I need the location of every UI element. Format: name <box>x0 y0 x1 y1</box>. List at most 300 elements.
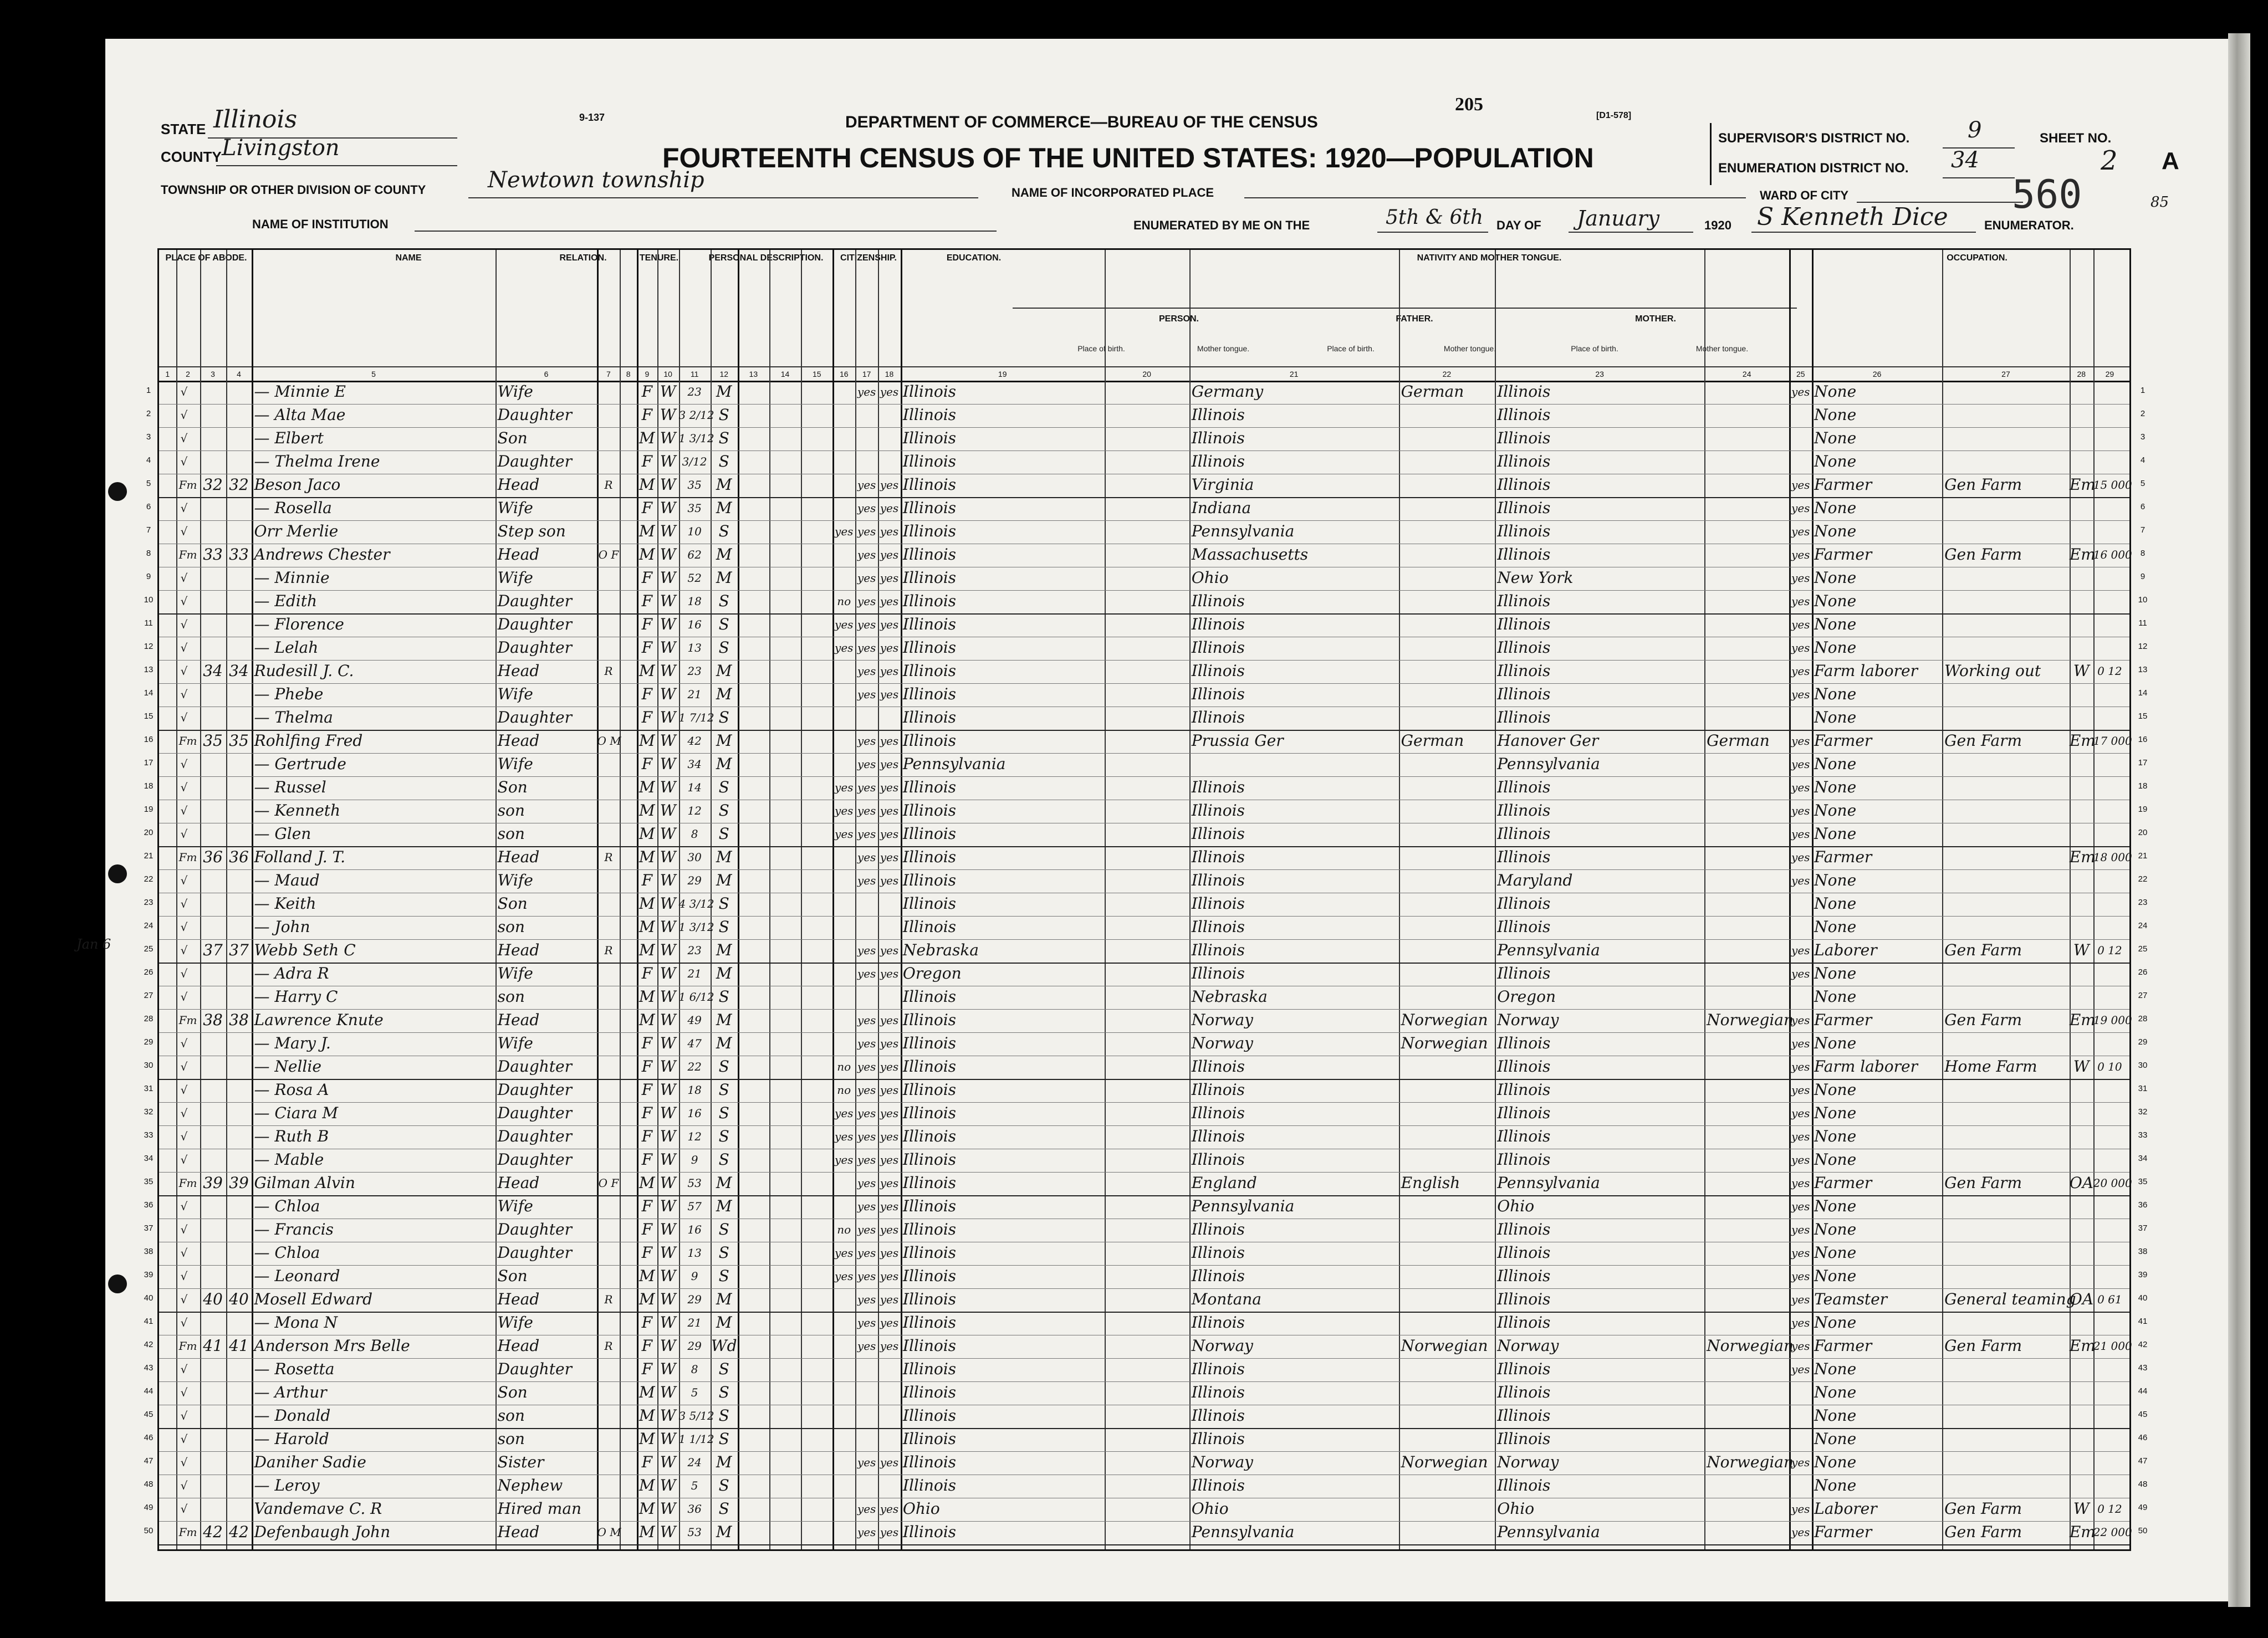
table-row <box>159 939 2129 964</box>
cell-sex: F <box>641 871 653 889</box>
cell-fpob: Illinois <box>1191 615 1245 633</box>
table-row <box>159 613 2129 637</box>
cell-rel: Head <box>497 941 540 959</box>
cell-age: 13 <box>687 1246 702 1260</box>
page-edge <box>2228 33 2250 1607</box>
cell-cls: Em <box>2069 1523 2096 1541</box>
cell-race: W <box>660 894 676 913</box>
cell-write: yes <box>880 1013 899 1027</box>
table-row <box>159 404 2129 428</box>
check-mark: √ <box>180 1409 188 1422</box>
cell-sex: F <box>641 615 653 633</box>
cell-read: yes <box>857 1316 876 1329</box>
row-number: 5 <box>146 479 151 488</box>
county-value: Livingston <box>222 135 340 161</box>
cell-eng: yes <box>1791 664 1810 678</box>
cell-dw: 37 <box>203 941 223 959</box>
row-number: 8 <box>146 549 151 558</box>
cell-age: 24 <box>687 1456 702 1469</box>
cell-own: O M <box>597 1526 621 1539</box>
cell-sex: M <box>639 1476 655 1494</box>
cell-race: W <box>660 685 676 703</box>
cell-race: W <box>660 1383 676 1401</box>
row-number: 28 <box>144 1014 154 1023</box>
page-number: 205 <box>1455 94 1483 115</box>
row-number: 26 <box>144 968 154 977</box>
cell-occ: None <box>1814 801 1857 820</box>
cell-write: yes <box>880 1526 899 1539</box>
cell-ind: Gen Farm <box>1944 941 2022 959</box>
cell-own: O F <box>598 1176 619 1190</box>
cell-code: 22 000 <box>2093 1526 2132 1539</box>
cell-name: Lawrence Knute <box>254 1011 384 1029</box>
row-number: 15 <box>2138 711 2148 721</box>
cell-race: W <box>660 592 676 610</box>
cell-read: yes <box>857 1083 876 1097</box>
cell-occ: None <box>1814 1220 1857 1238</box>
enumerated-day: 5th & 6th <box>1386 206 1484 229</box>
cell-age: 21 <box>687 967 702 980</box>
cell-read: yes <box>857 1176 876 1190</box>
mother-tongue-heading: Mother tongue. <box>1695 344 1749 353</box>
cell-fpob: Illinois <box>1191 894 1245 913</box>
cell-name: — Adra R <box>254 964 329 982</box>
cell-occ: None <box>1814 918 1857 936</box>
cell-eng: yes <box>1791 525 1810 538</box>
row-number: 7 <box>2140 525 2146 535</box>
table-row <box>159 800 2129 823</box>
row-number: 48 <box>144 1480 154 1489</box>
cell-mpob: Illinois <box>1497 1290 1551 1308</box>
cell-age: 36 <box>687 1502 702 1516</box>
table-row <box>159 893 2129 917</box>
cell-sex: F <box>641 452 653 470</box>
cell-sex: F <box>641 638 653 657</box>
cell-read: yes <box>857 501 876 515</box>
township-value: Newtown township <box>488 167 704 193</box>
cell-mar: S <box>718 1267 729 1285</box>
group-education: EDUCATION. <box>946 253 1002 263</box>
cell-pob: Illinois <box>902 1406 957 1425</box>
cell-write: yes <box>880 734 899 748</box>
cell-cls: OA <box>2069 1174 2094 1192</box>
cell-eng: yes <box>1791 1107 1810 1120</box>
cell-mar: S <box>718 452 729 470</box>
cell-age: 10 <box>687 525 702 538</box>
table-row <box>159 869 2129 893</box>
cell-mar: S <box>718 1406 729 1425</box>
check-mark: √ <box>180 408 188 422</box>
row-number: 49 <box>144 1503 154 1512</box>
cell-pob: Illinois <box>902 1430 957 1448</box>
census-table <box>157 248 2131 1551</box>
table-row <box>159 1451 2129 1475</box>
cell-fpob: Illinois <box>1191 801 1245 820</box>
row-number: 47 <box>2138 1456 2148 1466</box>
table-row <box>159 1405 2129 1429</box>
cell-pob: Illinois <box>902 1127 957 1145</box>
row-number: 25 <box>2138 944 2148 954</box>
cell-race: W <box>660 708 676 726</box>
cell-age: 35 <box>687 501 702 515</box>
cell-sex: F <box>641 708 653 726</box>
cell-mpob: New York <box>1497 569 1574 587</box>
cell-farm: Fm <box>178 548 197 561</box>
cell-mpob: Illinois <box>1497 1150 1551 1169</box>
cell-name: Rohlfing Fred <box>254 731 363 750</box>
cell-pob: Nebraska <box>902 941 979 959</box>
cell-race: W <box>660 1406 676 1425</box>
cell-race: W <box>660 1430 676 1448</box>
cell-fpob: Germany <box>1191 382 1264 401</box>
cell-eng: yes <box>1791 501 1810 515</box>
cell-age: 16 <box>687 618 702 631</box>
cell-mar: S <box>718 1220 729 1238</box>
cell-race: W <box>660 1011 676 1029</box>
row-number: 1 <box>146 386 151 395</box>
row-number: 11 <box>2138 618 2147 628</box>
cell-write: yes <box>880 1176 899 1190</box>
row-number: 27 <box>144 991 154 1000</box>
row-number: 46 <box>2138 1433 2148 1442</box>
cell-code: 17 000 <box>2093 734 2132 748</box>
cell-cls: Em <box>2069 731 2096 750</box>
cell-occ: None <box>1814 685 1857 703</box>
cell-eng: yes <box>1791 1013 1810 1027</box>
cell-mar: S <box>718 615 729 633</box>
cell-mar: M <box>716 964 732 982</box>
table-row <box>159 1125 2129 1149</box>
cell-fpob: Illinois <box>1191 429 1245 447</box>
cell-name: — Rosetta <box>254 1360 335 1378</box>
cell-farm: Fm <box>178 734 197 748</box>
cell-race: W <box>660 452 676 470</box>
enumeration-value: 34 <box>1951 147 1979 173</box>
cell-rel: Daughter <box>497 1057 572 1076</box>
cell-occ: Farmer <box>1814 1011 1872 1029</box>
cell-name: Mosell Edward <box>254 1290 373 1308</box>
cell-pob: Illinois <box>902 731 957 750</box>
row-number: 18 <box>144 781 154 791</box>
cell-pob: Illinois <box>902 1523 957 1541</box>
cell-write: yes <box>880 478 899 492</box>
cell-pob: Illinois <box>902 1453 957 1471</box>
row-number: 37 <box>144 1224 154 1233</box>
cell-name: — Harold <box>254 1430 329 1448</box>
cell-name: — Leonard <box>254 1267 340 1285</box>
table-row <box>159 474 2132 498</box>
cell-read: yes <box>857 641 876 654</box>
cell-name: — Arthur <box>254 1383 327 1401</box>
cell-race: W <box>660 801 676 820</box>
department-title: DEPARTMENT OF COMMERCE—BUREAU OF THE CENSUS <box>845 113 1318 131</box>
cell-race: W <box>660 987 676 1006</box>
cell-sex: F <box>641 1081 653 1099</box>
row-number: 9 <box>146 572 151 581</box>
column-number: 28 <box>2077 370 2086 378</box>
cell-eng: yes <box>1791 1153 1810 1166</box>
cell-rel: son <box>497 1406 525 1425</box>
row-number: 36 <box>2138 1200 2148 1210</box>
person-place-of-birth-heading: Place of birth. <box>1077 344 1125 353</box>
cell-pob: Illinois <box>902 894 957 913</box>
cell-farm: Fm <box>178 1526 197 1539</box>
cell-mar: S <box>718 522 729 540</box>
cell-write: yes <box>880 1130 899 1143</box>
row-number: 1 <box>2140 386 2146 395</box>
column-number: 14 <box>780 370 790 378</box>
table-row <box>159 846 2132 870</box>
cell-dw: 36 <box>203 848 223 866</box>
row-number: 16 <box>2138 735 2148 744</box>
state-value: Illinois <box>213 105 298 134</box>
row-number: 13 <box>144 665 154 674</box>
row-number: 14 <box>144 688 154 698</box>
cell-sex: F <box>641 1220 653 1238</box>
cell-fpob: Illinois <box>1191 778 1245 796</box>
cell-race: W <box>660 522 676 540</box>
cell-race: W <box>660 1499 676 1518</box>
cell-sch: yes <box>835 1246 854 1260</box>
cell-fpob: Illinois <box>1191 1243 1245 1262</box>
cell-fpob: Illinois <box>1191 638 1245 657</box>
row-number: 24 <box>2138 921 2148 930</box>
cell-sex: M <box>639 987 655 1006</box>
cell-sex: F <box>641 1197 653 1215</box>
cell-mar: S <box>718 708 729 726</box>
cell-mar: M <box>716 382 732 401</box>
row-number: 4 <box>2140 455 2146 465</box>
check-mark: √ <box>180 1223 188 1236</box>
cell-fpob: Montana <box>1191 1290 1261 1308</box>
column-number: 12 <box>719 370 729 378</box>
cell-rel: son <box>497 825 525 843</box>
cell-read: yes <box>857 967 876 980</box>
check-mark: √ <box>180 432 188 445</box>
cell-eng: yes <box>1791 1316 1810 1329</box>
cell-race: W <box>660 1174 676 1192</box>
cell-code: 20 000 <box>2093 1176 2132 1190</box>
cell-mar: S <box>718 592 729 610</box>
cell-mpob: Ohio <box>1497 1499 1535 1518</box>
cell-name: Vandemave C. R <box>254 1499 382 1518</box>
table-row <box>159 544 2132 567</box>
cell-pob: Illinois <box>902 452 957 470</box>
cell-mar: M <box>716 731 732 750</box>
cell-ind: Gen Farm <box>1944 545 2022 564</box>
row-number: 42 <box>144 1340 154 1349</box>
check-mark: √ <box>180 804 188 817</box>
group-tenure: TENURE. <box>639 253 679 263</box>
cell-fpob: Illinois <box>1191 662 1245 680</box>
table-row <box>159 753 2129 777</box>
cell-eng: yes <box>1791 734 1810 748</box>
cell-race: W <box>660 1150 676 1169</box>
cell-rel: son <box>497 918 525 936</box>
cell-pob: Illinois <box>902 918 957 936</box>
row-number: 23 <box>2138 898 2148 907</box>
cell-sch: no <box>837 1060 851 1073</box>
column-number: 6 <box>544 370 549 378</box>
cell-rel: Wife <box>497 755 533 773</box>
cell-name: — Chloa <box>254 1243 320 1262</box>
cell-own: R <box>604 1339 613 1353</box>
mother-place-of-birth-heading: Place of birth. <box>1571 344 1618 353</box>
cell-mpob: Pennsylvania <box>1497 1174 1600 1192</box>
cell-fpob: Illinois <box>1191 592 1245 610</box>
row-number: 2 <box>2140 409 2146 418</box>
cell-farm: Fm <box>178 851 197 864</box>
row-number: 38 <box>144 1247 154 1256</box>
cell-age: 12 <box>687 1130 702 1143</box>
cell-mar: M <box>716 848 732 866</box>
table-row <box>159 1102 2129 1126</box>
cell-fpob: Illinois <box>1191 1406 1245 1425</box>
table-row <box>159 1381 2129 1405</box>
cell-fpob: Norway <box>1191 1453 1253 1471</box>
row-number: 21 <box>144 851 154 861</box>
table-row <box>159 451 2129 474</box>
cell-mpob: Illinois <box>1497 592 1551 610</box>
row-number: 37 <box>2138 1224 2148 1233</box>
check-mark: √ <box>180 711 188 724</box>
cell-fpob: Illinois <box>1191 1104 1245 1122</box>
row-number: 20 <box>2138 828 2148 837</box>
cell-race: W <box>660 382 676 401</box>
cell-mpob: Norway <box>1497 1011 1559 1029</box>
cell-mtongue: Norwegian <box>1707 1453 1794 1471</box>
cell-code: 0 12 <box>2097 944 2122 957</box>
cell-fam: 36 <box>229 848 249 866</box>
cell-age: 18 <box>687 595 702 608</box>
cell-name: Gilman Alvin <box>254 1174 355 1192</box>
cell-own: O F <box>598 548 619 561</box>
cell-rel: Daughter <box>497 1127 572 1145</box>
cell-fam: 37 <box>229 941 249 959</box>
cell-name: Webb Seth C <box>254 941 356 959</box>
row-number: 21 <box>2138 851 2148 861</box>
cell-cls: W <box>2073 1499 2090 1518</box>
cell-mar: M <box>716 1290 732 1308</box>
cell-occ: None <box>1814 778 1857 796</box>
cell-mar: M <box>716 1313 732 1332</box>
cell-mar: M <box>716 475 732 494</box>
cell-cls: OA <box>2069 1290 2094 1308</box>
cell-name: — Glen <box>254 825 311 843</box>
check-mark: √ <box>180 618 188 631</box>
table-row <box>159 1475 2129 1498</box>
check-mark: √ <box>180 897 188 910</box>
cell-own: R <box>604 851 613 864</box>
group-occupation: OCCUPATION. <box>1947 253 2008 263</box>
cell-sex: M <box>639 475 655 494</box>
cell-mar: S <box>718 1057 729 1076</box>
cell-fpob: Illinois <box>1191 1057 1245 1076</box>
cell-race: W <box>660 825 676 843</box>
column-number: 2 <box>186 370 190 378</box>
cell-occ: Farmer <box>1814 848 1872 866</box>
cell-age: 1 1/12 <box>678 1432 714 1446</box>
check-mark: √ <box>180 1363 188 1376</box>
cell-pob: Illinois <box>902 406 957 424</box>
cell-read: yes <box>857 595 876 608</box>
cell-mpob: Illinois <box>1497 1034 1551 1052</box>
cell-code: 15 000 <box>2093 478 2132 492</box>
cell-fpob: Illinois <box>1191 1081 1245 1099</box>
cell-rel: Wife <box>497 685 533 703</box>
cell-mpob: Illinois <box>1497 475 1551 494</box>
cell-fpob: Massachusetts <box>1191 545 1309 564</box>
cell-race: W <box>660 1313 676 1332</box>
cell-cls: Em <box>2069 1011 2096 1029</box>
row-number: 44 <box>2138 1386 2148 1396</box>
cell-race: W <box>660 1267 676 1285</box>
cell-mpob: Illinois <box>1497 452 1551 470</box>
row-number: 19 <box>2138 805 2148 814</box>
cell-age: 1 7/12 <box>678 711 714 724</box>
cell-age: 5 <box>691 1386 698 1399</box>
cell-age: 29 <box>687 1293 702 1306</box>
cell-race: W <box>660 918 676 936</box>
table-row <box>159 1265 2129 1289</box>
cell-eng: yes <box>1791 851 1810 864</box>
cell-read: yes <box>857 851 876 864</box>
father-place-of-birth-heading: Place of birth. <box>1327 344 1375 353</box>
cell-occ: None <box>1814 1383 1857 1401</box>
cell-write: yes <box>880 1270 899 1283</box>
cell-age: 52 <box>687 571 702 585</box>
cell-occ: None <box>1814 1360 1857 1378</box>
cell-mar: S <box>718 1430 729 1448</box>
column-header-band <box>159 250 2129 382</box>
cell-race: W <box>660 1034 676 1052</box>
cell-race: W <box>660 755 676 773</box>
check-mark: √ <box>180 920 188 934</box>
cell-sch: yes <box>835 1270 854 1283</box>
cell-cls: Em <box>2069 1337 2096 1355</box>
cell-mar: M <box>716 1011 732 1029</box>
cell-fpob: Illinois <box>1191 1360 1245 1378</box>
table-row <box>159 427 2129 451</box>
cell-mpob: Illinois <box>1497 1313 1551 1332</box>
incorporated-label: NAME OF INCORPORATED PLACE <box>1012 186 1214 199</box>
check-mark: √ <box>180 827 188 841</box>
cell-pob: Illinois <box>902 1081 957 1099</box>
cell-fpob: Illinois <box>1191 941 1245 959</box>
cell-race: W <box>660 1104 676 1122</box>
cell-farm: Fm <box>178 1176 197 1190</box>
cell-age: 21 <box>687 1316 702 1329</box>
cell-age: 49 <box>687 1013 702 1027</box>
cell-occ: None <box>1814 406 1857 424</box>
table-row <box>159 1009 2132 1033</box>
cell-mar: M <box>716 1197 732 1215</box>
row-number: 40 <box>2138 1293 2148 1303</box>
row-number: 42 <box>2138 1340 2148 1349</box>
cell-mpob: Illinois <box>1497 429 1551 447</box>
cell-pob: Illinois <box>902 1220 957 1238</box>
cell-race: W <box>660 778 676 796</box>
cell-read: yes <box>857 874 876 887</box>
cell-write: yes <box>880 1200 899 1213</box>
cell-pob: Illinois <box>902 615 957 633</box>
row-number: 19 <box>144 805 154 814</box>
row-number: 29 <box>2138 1037 2148 1047</box>
cell-read: yes <box>857 1502 876 1516</box>
cell-fpob: Illinois <box>1191 685 1245 703</box>
row-number: 35 <box>2138 1177 2148 1186</box>
cell-race: W <box>660 1453 676 1471</box>
